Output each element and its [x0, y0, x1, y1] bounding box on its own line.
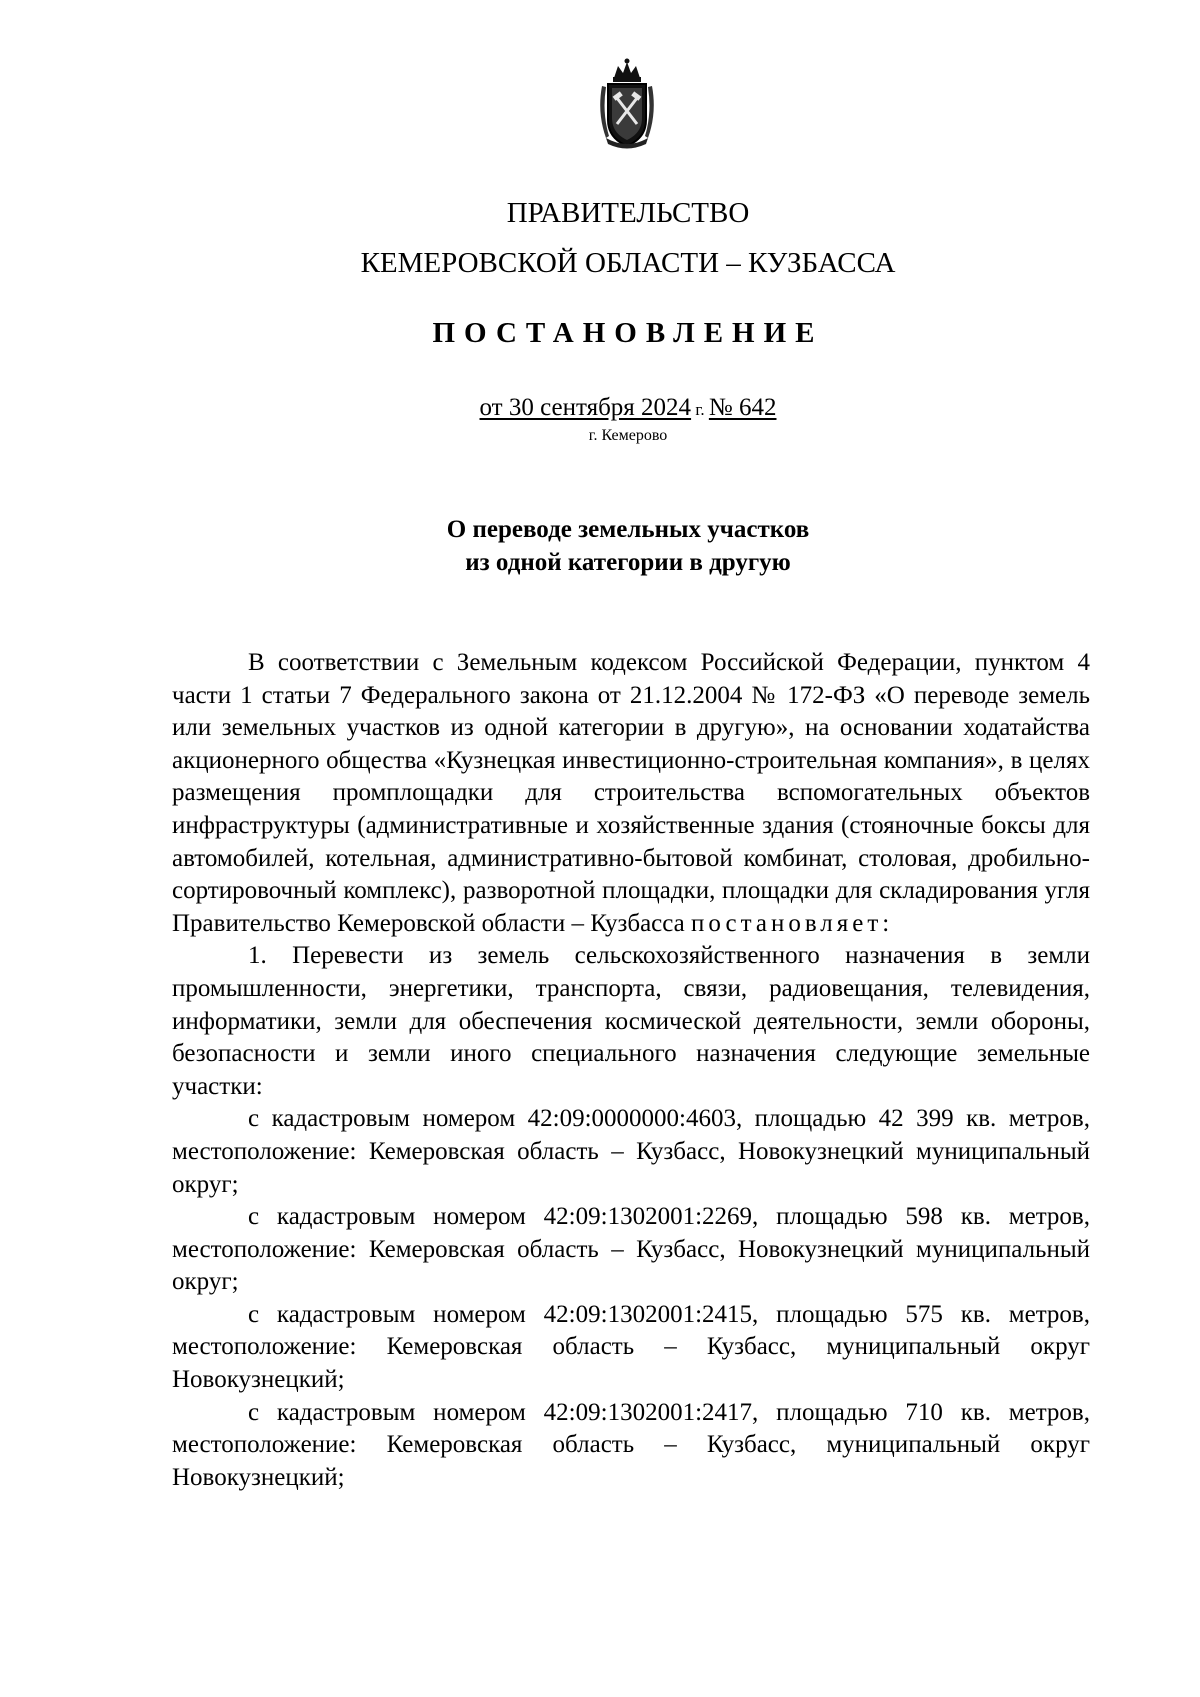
document-body [172, 647, 1090, 1494]
issue-city: г. Кемерово [588, 427, 668, 444]
preamble-paragraph [172, 647, 1090, 940]
authority-line-2: КЕМЕРОВСКОЙ ОБЛАСТИ – КУЗБАССА [360, 247, 896, 279]
plot-paragraph: с кадастровым номером 42:09:1302001:2415, площадью 575 кв. метров, местоположение: Кемеровская область – Кузбасс, муниципальный округ Новокузнецкий; [172, 1300, 1090, 1394]
plot-paragraph: с кадастровым номером 42:09:1302001:2269, площадью 598 кв. метров, местоположение: Кемеровская область – Кузбасс, Новокузнецкий муниципальный округ; [172, 1203, 1090, 1296]
subject-line-2: из одной категории в другую [465, 549, 791, 576]
year-suffix: г. [691, 400, 709, 419]
document-date: от 30 сентября 2024 [479, 394, 692, 421]
document-type: ПОСТАНОВЛЕНИЕ [432, 317, 824, 349]
resolves-word: постановляет: [691, 909, 894, 937]
coat-of-arms-icon [596, 58, 658, 150]
date-number-line [0, 392, 1200, 426]
plot-paragraph: с кадастровым номером 42:09:1302001:2417, площадью 710 кв. метров, местоположение: Кемеровская область – Кузбасс, муниципальный округ Новокузнецкий; [172, 1398, 1090, 1491]
item-1-paragraph: 1. Перевести из земель сельскохозяйственного назначения в земли промышленности, энергетики, транспорта, связи, радиовещания, телевидения, информатики, земли для обеспечения космической деятельности, земли обороны, безопасности и земли иного специального назначения следующие земельные участки: [172, 942, 1090, 1100]
document-subject [0, 513, 1200, 579]
document-number: № 642 [708, 394, 777, 421]
authority-line-1: ПРАВИТЕЛЬСТВО [506, 197, 750, 229]
preamble-text: В соответствии с Земельным кодексом Российской Федерации, пунктом 4 части 1 статьи 7 Федерального закона от 21.12.2004 № 172-ФЗ «О переводе земель или земельных участков из одной категории в другую», на основании ходатайства акционерного общества «Кузнецкая инвестиционно-строительная компания», в целях размещения промплощадки для строительства вспомогательных объектов инфраструктуры (административные и хозяйственные здания (стояночные боксы для автомобилей, котельная, административно-бытовой комбинат, столовая, дробильно-сортировочный комплекс), разворотной площадки, площадки для складирования угля Правительство Кемеровской области – Кузбасса [172, 649, 1090, 937]
issuing-authority [0, 188, 1200, 288]
plot-paragraph: с кадастровым номером 42:09:0000000:4603, площадью 42 399 кв. метров, местоположение: Кемеровская область – Кузбасс, Новокузнецкий муниципальный округ; [172, 1105, 1090, 1198]
subject-line-1: О переводе земельных участков [446, 516, 810, 543]
